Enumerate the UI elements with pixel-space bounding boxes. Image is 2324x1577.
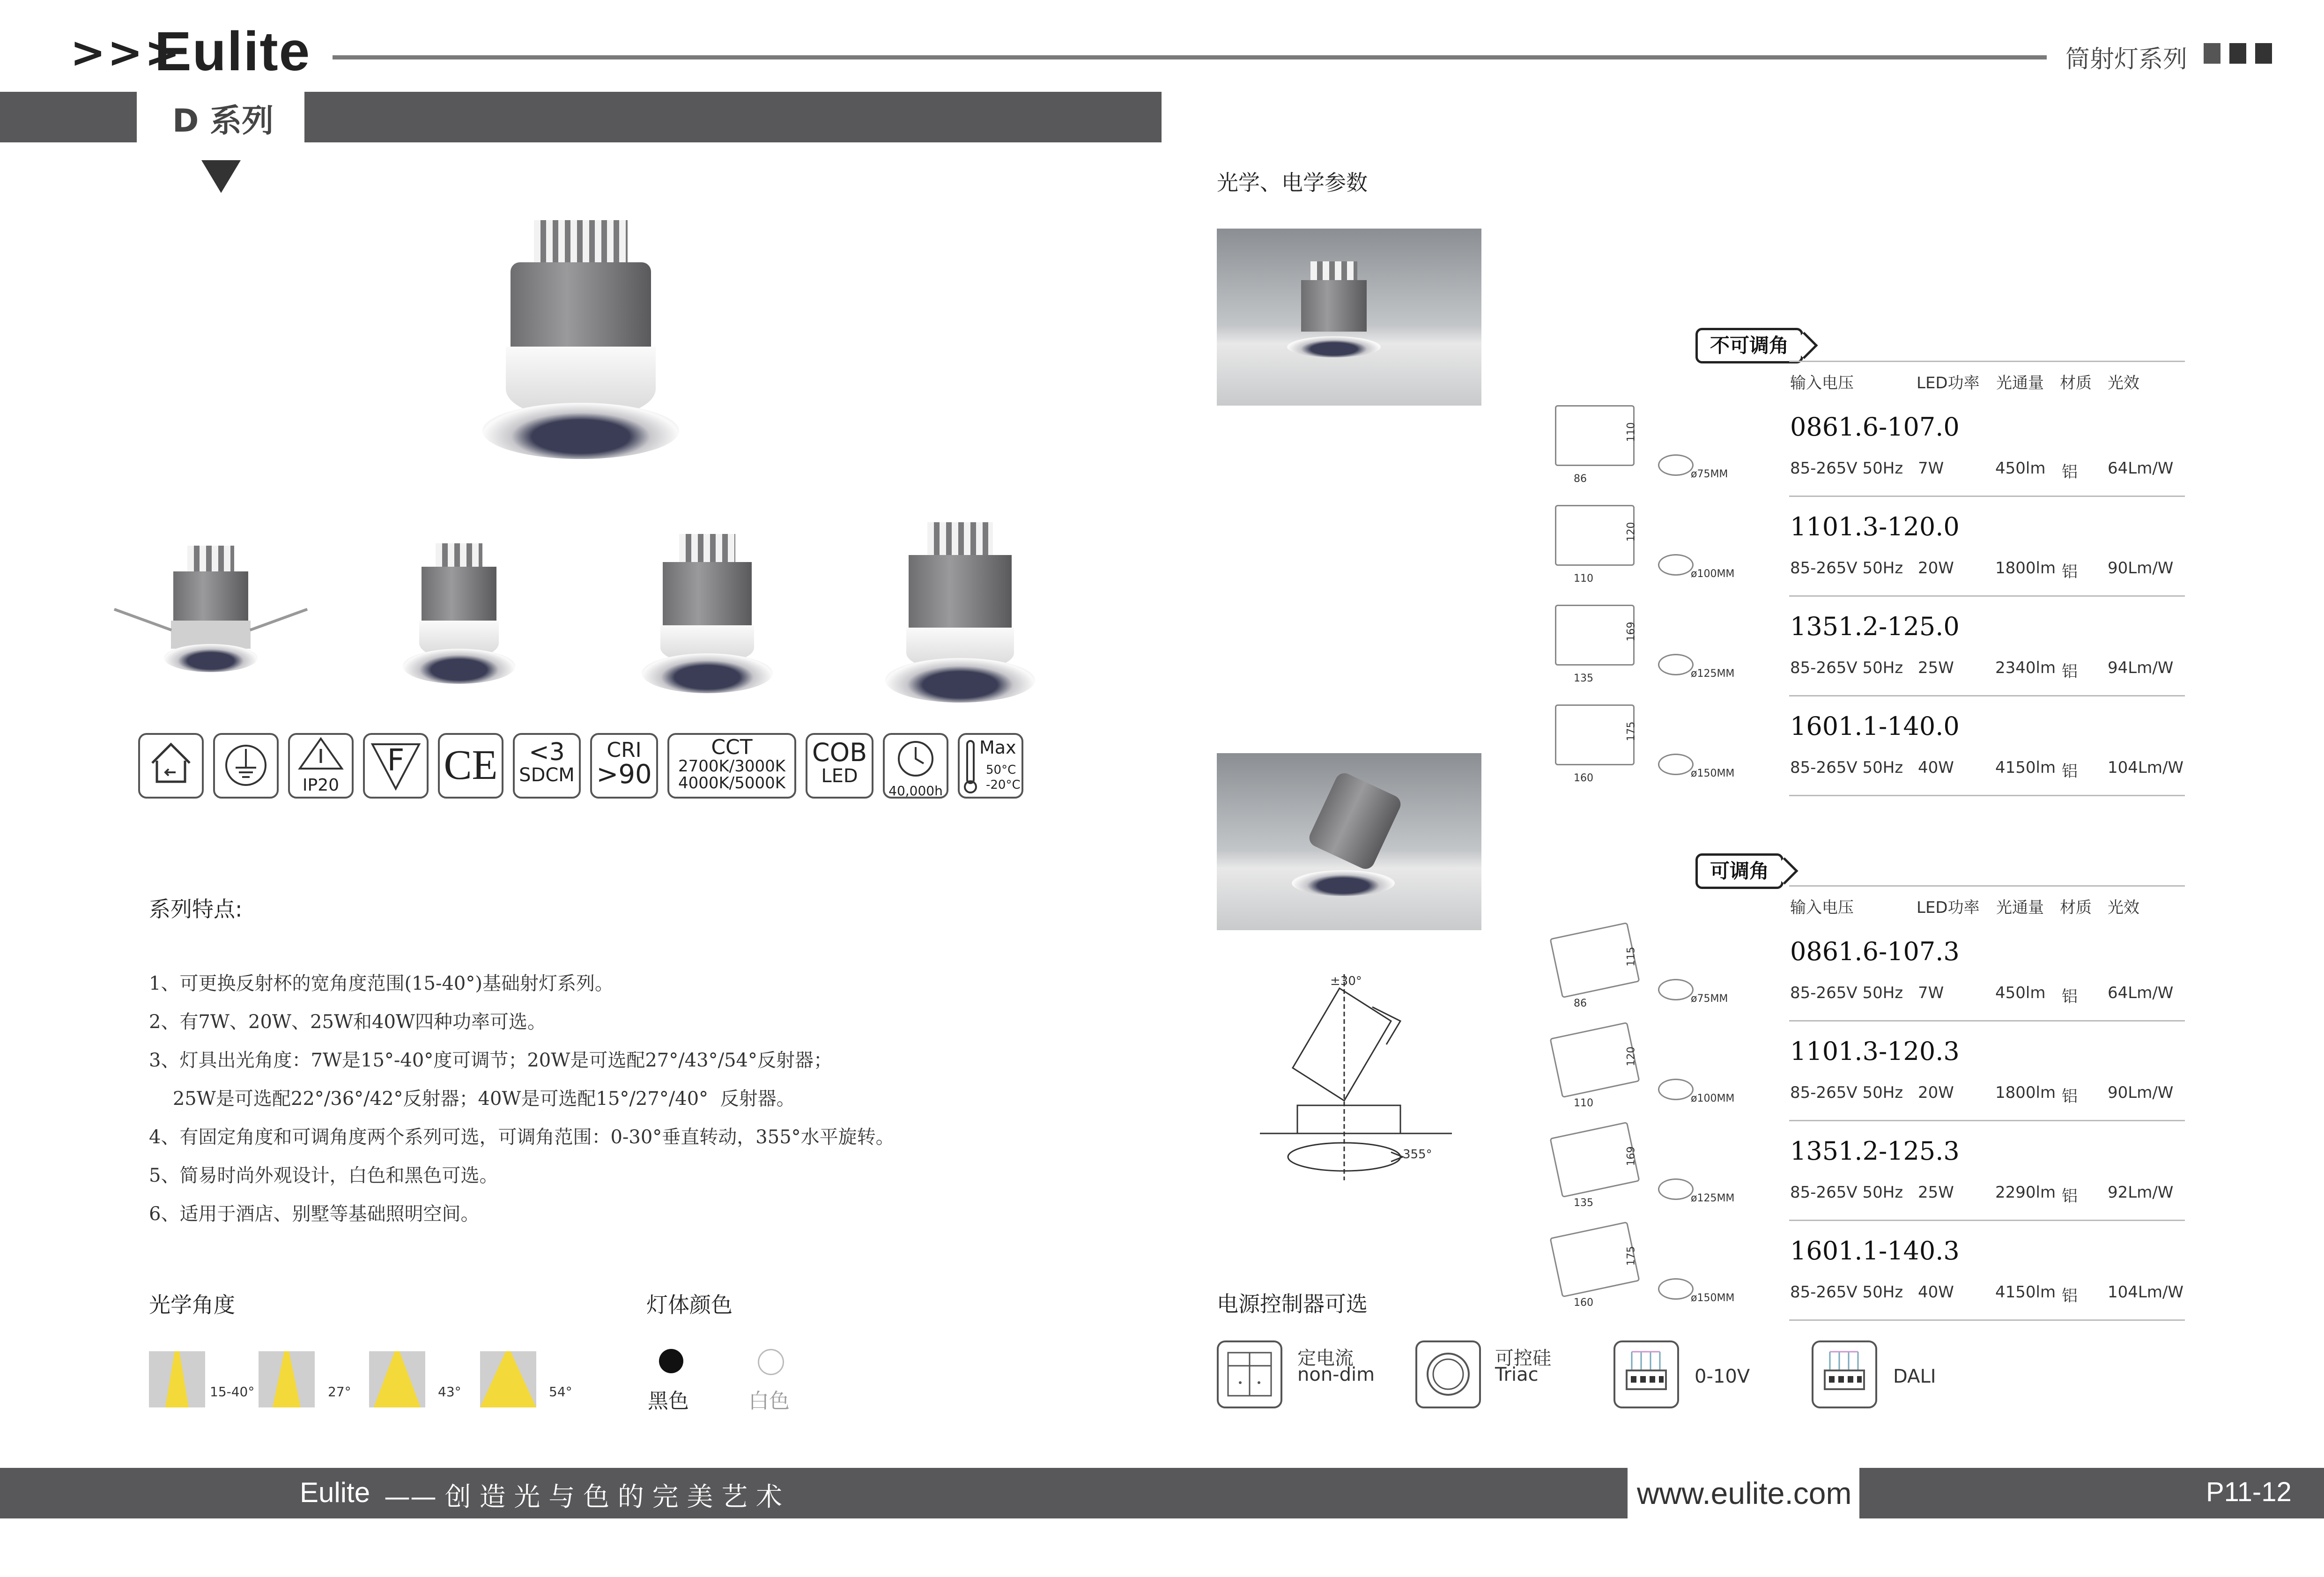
- ce-icon: [438, 733, 503, 799]
- sdcm-top: <3: [529, 738, 565, 766]
- section-title: D 系列: [172, 103, 274, 140]
- indoor-house-graphic: [143, 735, 199, 791]
- feature-line-2: 2、有7W、20W、25W和40W四种功率可选。: [149, 1011, 547, 1033]
- adj-dim-height-1: 115: [1625, 947, 1637, 967]
- feature-line-6: 5、简易时尚外观设计，白色和黑色可选。: [149, 1165, 498, 1186]
- spring-clip-left: [114, 608, 172, 631]
- adj-row-rule-4: [1789, 1319, 2185, 1321]
- footer-bar-left: [0, 1468, 1628, 1518]
- adjustable-angle-badge: 可调角: [1695, 853, 1784, 889]
- fixed-cutout-symbol-4: [1658, 754, 1694, 775]
- housing: [173, 571, 248, 623]
- clock-graphic: [895, 738, 937, 780]
- series-label: 筒射灯系列: [2065, 45, 2188, 74]
- fixed-power-2: 20W: [1918, 559, 1954, 577]
- color-swatch-white: [758, 1349, 784, 1375]
- drivers-title: 电源控制器可选: [1217, 1291, 1368, 1317]
- adj-model-3: 1351.2-125.3: [1790, 1136, 1960, 1166]
- driver-0-10v-label: 0-10V: [1695, 1366, 1750, 1387]
- trim: [885, 658, 1035, 703]
- fixed-cutout-2: ø100MM: [1691, 568, 1735, 580]
- adj-material-2: 铝: [2062, 1087, 2078, 1106]
- product-thumb-2: [384, 543, 534, 689]
- temperature-high: 50°C: [986, 763, 1016, 777]
- beam-angle-1-label: 15-40°: [210, 1384, 255, 1399]
- fixed-row-rule-2: [1789, 595, 2185, 597]
- footer-website[interactable]: www.eulite.com: [1637, 1476, 1852, 1510]
- adj-efficacy-4: 104Lm/W: [2108, 1283, 2184, 1302]
- beam-3-graphic: [369, 1351, 425, 1407]
- spring-clip-right: [250, 608, 308, 631]
- adj-model-4: 1601.1-140.3: [1790, 1236, 1960, 1266]
- trim: [1287, 336, 1381, 357]
- fixed-flux-2: 1800lm: [1995, 559, 2056, 577]
- beam-angle-3: [369, 1351, 425, 1407]
- fixed-angle-badge: 不可调角: [1695, 328, 1803, 363]
- cri-icon: [590, 733, 658, 799]
- adj-header-efficacy: 光效: [2108, 898, 2139, 917]
- color-swatch-black: [659, 1349, 683, 1373]
- fixed-dimension-drawing-3: [1555, 605, 1635, 666]
- driver-constant-current-icon: [1217, 1340, 1282, 1408]
- driver-constant-current-line2: non-dim: [1297, 1364, 1375, 1385]
- features-title: 系列特点:: [149, 896, 243, 922]
- fixed-power-4: 40W: [1918, 758, 1954, 777]
- fixed-header-power: LED功率: [1917, 374, 1980, 392]
- housing: [511, 262, 651, 351]
- fixed-dim-width-1: 86: [1574, 473, 1587, 485]
- ground-graphic: [218, 735, 274, 791]
- adj-material-3: 铝: [2062, 1187, 2078, 1206]
- cct-top: CCT: [711, 735, 753, 759]
- adj-row-rule-2: [1789, 1120, 2185, 1121]
- adj-flux-2: 1800lm: [1995, 1083, 2056, 1102]
- cri-bottom: >90: [596, 759, 652, 790]
- driver-triac-line2: Triac: [1495, 1364, 1539, 1385]
- ce-label: CE: [444, 742, 498, 788]
- driver-0-10v-icon: [1613, 1340, 1679, 1408]
- adj-flux-4: 4150lm: [1995, 1283, 2056, 1302]
- adj-material-4: 铝: [2062, 1287, 2078, 1305]
- product-thumb-4: [866, 522, 1054, 703]
- indoor-house-icon: [138, 733, 204, 799]
- header-square-1: [2204, 43, 2220, 64]
- optics-title: 光学角度: [149, 1292, 235, 1318]
- driver-dali-label: DALI: [1893, 1366, 1936, 1387]
- fixed-power-3: 25W: [1918, 659, 1954, 677]
- cct-icon: [667, 733, 796, 799]
- rotate-angle-label: 355°: [1403, 1148, 1432, 1162]
- fixed-dim-width-4: 160: [1574, 772, 1593, 784]
- footer-brand: Eulite: [300, 1477, 370, 1508]
- brand-logo: Eulite: [155, 21, 311, 82]
- fixed-cutout-4: ø150MM: [1691, 768, 1735, 779]
- adj-cutout-symbol-2: [1658, 1079, 1694, 1100]
- adj-cutout-symbol-3: [1658, 1178, 1694, 1200]
- adjustable-install-photo: [1217, 753, 1481, 930]
- color-label-white: 白色: [748, 1389, 790, 1413]
- ip20-icon: [288, 733, 354, 799]
- color-label-black: 黑色: [648, 1389, 689, 1413]
- cct-bottom: 4000K/5000K: [678, 773, 786, 792]
- fixed-efficacy-2: 90Lm/W: [2108, 559, 2174, 577]
- housing: [663, 562, 752, 628]
- beam-1-graphic: [149, 1351, 205, 1407]
- adj-material-1: 铝: [2062, 987, 2078, 1006]
- fixed-dimension-drawing-4: [1555, 704, 1635, 765]
- adj-cutout-2: ø100MM: [1691, 1093, 1735, 1104]
- adj-header-voltage: 输入电压: [1790, 898, 1854, 917]
- fixed-flux-1: 450lm: [1995, 459, 2046, 478]
- cob-icon: [806, 733, 873, 799]
- f-mark-icon: [363, 733, 429, 799]
- adj-power-3: 25W: [1918, 1183, 1954, 1202]
- adj-cutout-symbol-1: [1658, 979, 1694, 1000]
- adj-header-power: LED功率: [1917, 898, 1980, 917]
- fixed-cutout-symbol-1: [1658, 454, 1694, 476]
- ground-icon: [213, 733, 279, 799]
- section-arrow: [201, 160, 241, 193]
- lifetime-icon: [883, 733, 948, 799]
- adj-model-2: 1101.3-120.3: [1790, 1037, 1960, 1066]
- fixed-model-3: 1351.2-125.0: [1790, 612, 1960, 641]
- fixed-header-flux: 光通量: [1996, 374, 2044, 392]
- beam-2-graphic: [259, 1351, 315, 1407]
- fixed-row-rule-3: [1789, 695, 2185, 696]
- footer-page-number: P11-12: [2206, 1477, 2292, 1507]
- thermometer-graphic: [963, 739, 977, 795]
- 0-10v-graphic: [1615, 1342, 1677, 1407]
- beam-angle-1: [149, 1351, 205, 1407]
- temperature-low: -20°C: [986, 778, 1021, 792]
- adj-header-rule: [1789, 885, 2185, 887]
- params-title: 光学、电学参数: [1217, 170, 1368, 195]
- fixed-material-3: 铝: [2062, 662, 2078, 681]
- adj-dim-width-2: 110: [1574, 1097, 1593, 1109]
- tilt-diagram-graphic: [1255, 965, 1466, 1190]
- adj-voltage-2: 85-265V 50Hz: [1790, 1083, 1903, 1102]
- adj-model-1: 0861.6-107.3: [1790, 937, 1960, 966]
- fixed-model-2: 1101.3-120.0: [1790, 512, 1960, 541]
- temperature-icon: [958, 733, 1023, 799]
- fixed-material-1: 铝: [2062, 463, 2078, 481]
- trim: [164, 644, 258, 672]
- fixed-voltage-3: 85-265V 50Hz: [1790, 659, 1903, 677]
- feature-line-7: 6、适用于酒店、别墅等基础照明空间。: [149, 1203, 480, 1225]
- feature-line-4: 25W是可选配22°/36°/42°反射器；40W是可选配15°/27°/40° 反射器。: [149, 1088, 795, 1110]
- sdcm-bottom: SDCM: [519, 764, 575, 786]
- tilted-housing: [1306, 770, 1404, 872]
- adj-header-material: 材质: [2060, 898, 2092, 917]
- housing: [909, 555, 1012, 630]
- adj-cutout-symbol-4: [1658, 1278, 1694, 1300]
- fixed-header-rule: [1789, 361, 2185, 362]
- fixed-efficacy-3: 94Lm/W: [2108, 659, 2174, 677]
- adj-dim-width-4: 160: [1574, 1297, 1593, 1309]
- fixed-row-rule-4: [1789, 795, 2185, 796]
- constant-current-graphic: [1219, 1342, 1280, 1407]
- adj-voltage-4: 85-265V 50Hz: [1790, 1283, 1903, 1302]
- beam-angle-4: [480, 1351, 536, 1407]
- adj-row-rule-1: [1789, 1020, 2185, 1022]
- lifetime-label: 40,000h: [888, 783, 943, 799]
- fixed-voltage-4: 85-265V 50Hz: [1790, 758, 1903, 777]
- driver-constant-current-line1: 定电流: [1297, 1347, 1354, 1369]
- beam-angle-2: [259, 1351, 315, 1407]
- header-square-2: [2229, 43, 2246, 64]
- fixed-dimension-drawing-1: [1555, 405, 1635, 466]
- fixed-header-voltage: 输入电压: [1790, 374, 1854, 392]
- fixed-flux-4: 4150lm: [1995, 758, 2056, 777]
- product-thumb-3: [623, 534, 792, 693]
- product-thumb-1: [108, 539, 314, 679]
- feature-line-5: 4、有固定角度和可调角度两个系列可选，可调角范围：0-30°垂直转动，355°水平旋转。: [149, 1126, 895, 1148]
- fixed-header-efficacy: 光效: [2108, 374, 2139, 392]
- fixed-power-1: 7W: [1918, 459, 1944, 478]
- adj-flux-3: 2290lm: [1995, 1183, 2056, 1202]
- header-square-3: [2255, 43, 2272, 64]
- fixed-efficacy-1: 64Lm/W: [2108, 459, 2174, 478]
- driver-dali-icon: [1812, 1340, 1877, 1408]
- dali-graphic: [1813, 1342, 1875, 1407]
- adj-row-rule-3: [1789, 1220, 2185, 1221]
- beam-angle-4-label: 54°: [549, 1384, 572, 1399]
- trim: [642, 653, 773, 693]
- adj-header-flux: 光通量: [1996, 898, 2044, 917]
- adj-cutout-3: ø125MM: [1691, 1192, 1735, 1204]
- fixed-flux-3: 2340lm: [1995, 659, 2056, 677]
- tilt-diagram: [1255, 965, 1466, 1190]
- fixed-model-1: 0861.6-107.0: [1790, 412, 1960, 442]
- fixed-dim-height-1: 110: [1625, 422, 1637, 442]
- adj-efficacy-1: 64Lm/W: [2108, 984, 2174, 1002]
- adj-dim-width-1: 86: [1574, 998, 1587, 1009]
- adj-dim-width-3: 135: [1574, 1197, 1593, 1209]
- fixed-voltage-1: 85-265V 50Hz: [1790, 459, 1903, 478]
- fixed-efficacy-4: 104Lm/W: [2108, 758, 2184, 777]
- trim: [403, 649, 515, 684]
- footer-slogan: —— 创 造 光 与 色 的 完 美 艺 术: [384, 1482, 783, 1512]
- section-bar-left: [0, 92, 137, 142]
- housing: [422, 567, 496, 623]
- tilt-angle-label: ±30°: [1330, 974, 1362, 988]
- temperature-max: Max: [979, 737, 1016, 758]
- section-bar-right: [304, 92, 1162, 142]
- main-product-image: [450, 215, 712, 464]
- cob-top: COB: [812, 738, 867, 767]
- driver-triac-icon: [1415, 1340, 1481, 1408]
- fixed-cutout-symbol-2: [1658, 554, 1694, 576]
- adj-flux-1: 450lm: [1995, 984, 2046, 1002]
- adj-power-4: 40W: [1918, 1283, 1954, 1302]
- adj-voltage-1: 85-265V 50Hz: [1790, 984, 1903, 1002]
- fixed-dim-width-2: 110: [1574, 573, 1593, 585]
- fixed-cutout-3: ø125MM: [1691, 668, 1735, 680]
- trim: [482, 403, 679, 459]
- ip20-label: IP20: [302, 776, 340, 795]
- driver-triac-line1: 可控硅: [1495, 1347, 1551, 1369]
- fixed-model-4: 1601.1-140.0: [1790, 711, 1960, 741]
- fixed-install-photo: [1217, 229, 1481, 406]
- beam-4-graphic: [480, 1351, 536, 1407]
- fixed-dim-height-4: 175: [1625, 721, 1637, 741]
- fixed-cutout-1: ø75MM: [1691, 468, 1728, 480]
- adj-power-1: 7W: [1918, 984, 1944, 1002]
- fixed-row-rule-1: [1789, 496, 2185, 497]
- trim: [1292, 870, 1395, 896]
- fixed-header-material: 材质: [2060, 374, 2092, 392]
- adj-voltage-3: 85-265V 50Hz: [1790, 1183, 1903, 1202]
- adj-power-2: 20W: [1918, 1083, 1954, 1102]
- beam-angle-2-label: 27°: [328, 1384, 351, 1399]
- fixed-dim-height-2: 120: [1625, 522, 1637, 542]
- adj-dim-height-3: 169: [1625, 1146, 1637, 1166]
- adj-cutout-4: ø150MM: [1691, 1292, 1735, 1304]
- header-rule: [333, 55, 2047, 59]
- fixed-dim-width-3: 135: [1574, 673, 1593, 684]
- triac-graphic: [1417, 1342, 1479, 1407]
- adj-efficacy-2: 90Lm/W: [2108, 1083, 2174, 1102]
- adj-cutout-1: ø75MM: [1691, 993, 1728, 1005]
- sdcm-icon: [513, 733, 581, 799]
- cob-bottom: LED: [821, 765, 858, 787]
- fixed-dim-height-3: 169: [1625, 622, 1637, 642]
- cct-mid: 2700K/3000K: [678, 757, 786, 776]
- feature-line-1: 1、可更换反射杯的宽角度范围(15-40°)基础射灯系列。: [149, 973, 614, 994]
- fixed-cutout-symbol-3: [1658, 654, 1694, 675]
- f-mark-label: F: [387, 743, 405, 778]
- cri-top: CRI: [607, 738, 642, 762]
- feature-line-3: 3、灯具出光角度：7W是15°-40°度可调节；20W是可选配27°/43°/54°反射器；: [149, 1050, 832, 1071]
- adj-dim-height-2: 120: [1625, 1046, 1637, 1066]
- fixed-voltage-2: 85-265V 50Hz: [1790, 559, 1903, 577]
- adj-dim-height-4: 175: [1625, 1246, 1637, 1266]
- fixed-material-4: 铝: [2062, 762, 2078, 781]
- colors-title: 灯体颜色: [646, 1292, 733, 1318]
- header-chevrons: >>>: [70, 28, 182, 77]
- ip20-graphic: [293, 735, 349, 772]
- housing: [1301, 280, 1367, 332]
- fixed-dimension-drawing-2: [1555, 505, 1635, 566]
- adj-efficacy-3: 92Lm/W: [2108, 1183, 2174, 1202]
- fixed-material-2: 铝: [2062, 563, 2078, 581]
- beam-angle-3-label: 43°: [438, 1384, 461, 1399]
